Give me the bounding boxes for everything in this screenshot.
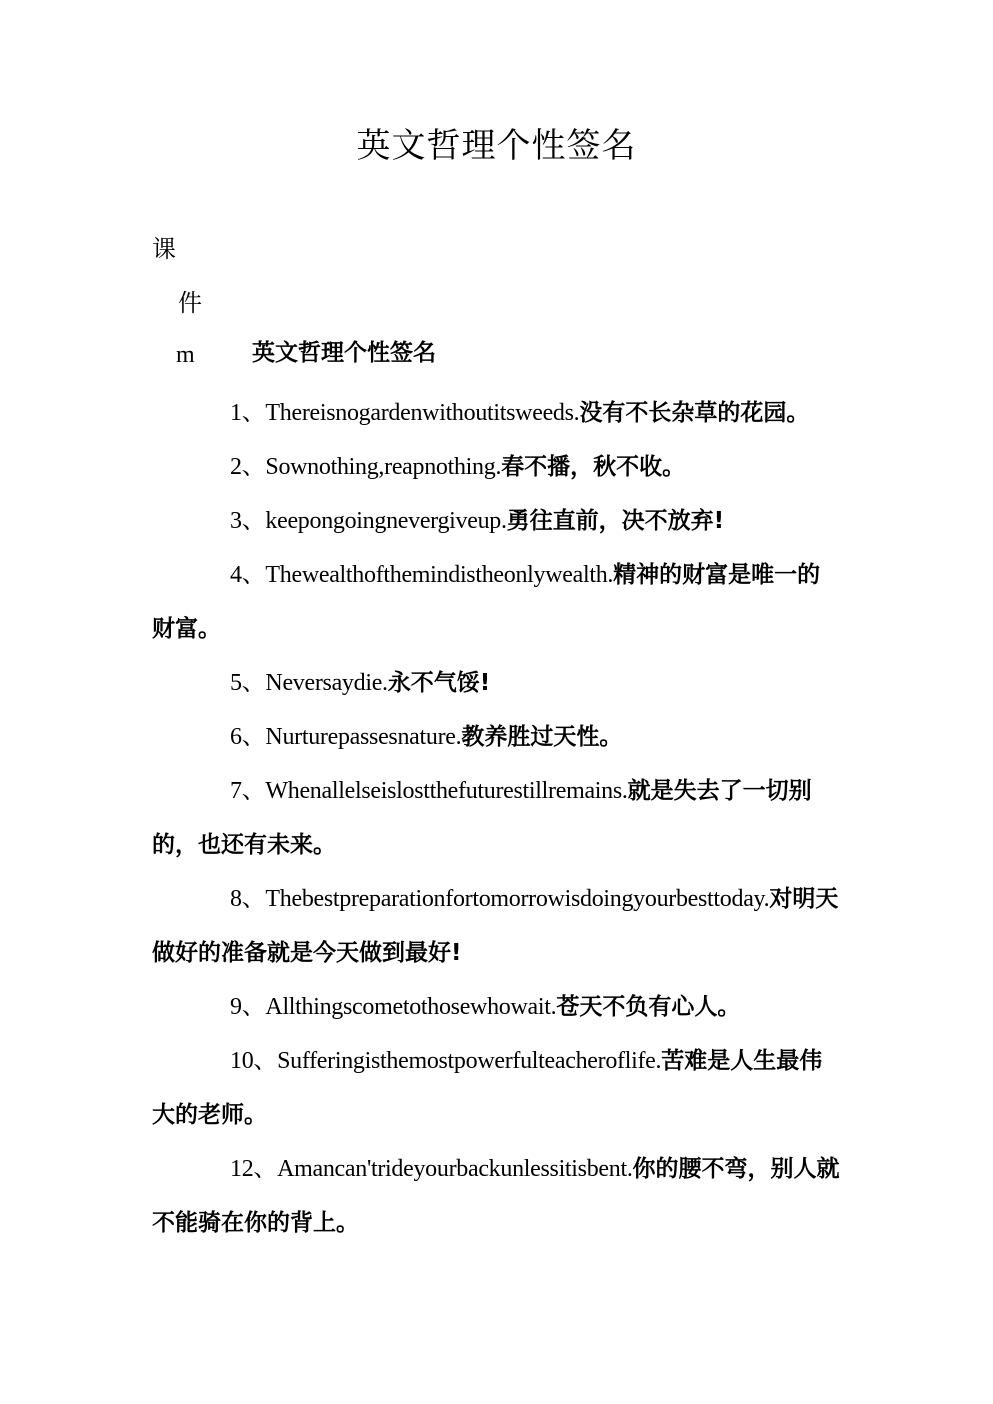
- quote-number: 12、: [230, 1156, 278, 1182]
- quote-item-6: [152, 710, 840, 764]
- quote-number: 4、: [230, 562, 266, 588]
- quote-english: Neversaydie.: [265, 670, 388, 696]
- quote-chinese: 你的腰不弯，别人就不能骑在你的背上。: [152, 1156, 840, 1236]
- quote-number: 2、: [230, 454, 266, 480]
- quote-item-12: [152, 1142, 840, 1250]
- document-subtitle: 英文哲理个性签名: [252, 340, 436, 366]
- quote-chinese: 精神的财富是唯一的财富。: [152, 562, 821, 642]
- quote-item-8: [152, 872, 840, 980]
- quote-english: Thewealthofthemindistheonlywealth.: [265, 562, 614, 588]
- quote-item-10: [152, 1034, 840, 1142]
- quote-item-7: [152, 764, 840, 872]
- quote-number: 5、: [230, 670, 266, 696]
- side-label-m: m: [176, 342, 195, 368]
- quote-chinese: 对明天做好的准备就是今天做到最好!: [152, 886, 839, 966]
- quote-chinese: 永不气馁!: [387, 670, 491, 696]
- quote-chinese: 教养胜过天性。: [461, 724, 623, 750]
- quote-english: Amancan'trideyourbackunlessitisbent.: [277, 1156, 633, 1182]
- quote-chinese: 勇往直前，决不放弃!: [506, 508, 725, 534]
- quote-english: Allthingscometothosewhowait.: [265, 994, 557, 1020]
- quote-chinese: 没有不长杂草的花园。: [579, 400, 810, 426]
- quote-english: Thereisnogardenwithoutitsweeds.: [265, 400, 580, 426]
- quote-number: 6、: [230, 724, 266, 750]
- quote-english: Whenallelseislostthefuturestillremains.: [265, 778, 628, 804]
- quote-number: 10、: [230, 1048, 278, 1074]
- quote-chinese: 春不播，秋不收。: [501, 454, 686, 480]
- quote-item-2: [152, 440, 840, 494]
- quote-item-3: [152, 494, 840, 548]
- quote-item-9: [152, 980, 840, 1034]
- document-title: 英文哲理个性签名: [356, 126, 637, 166]
- side-label-ke: 课: [152, 235, 176, 263]
- side-label-jian: 件: [178, 289, 202, 317]
- quote-english: keepongoingnevergiveup.: [265, 508, 507, 534]
- quote-english: Nurturepassesnature.: [265, 724, 462, 750]
- quote-number: 7、: [230, 778, 266, 804]
- quote-number: 3、: [230, 508, 266, 534]
- quote-english: Sownothing,reapnothing.: [265, 454, 502, 480]
- quote-chinese: 就是失去了一切别的，也还有未来。: [152, 778, 812, 858]
- quote-item-5: [152, 656, 840, 710]
- quote-list: [152, 386, 840, 1250]
- quote-number: 9、: [230, 994, 266, 1020]
- quote-english: Thebestpreparationfortomorrowisdoingyourbesttoday.: [265, 886, 770, 912]
- quote-chinese: 苍天不负有心人。: [556, 994, 741, 1020]
- quote-number: 8、: [230, 886, 266, 912]
- quote-english: Sufferingisthemostpowerfulteacheroflife.: [277, 1048, 662, 1074]
- quote-item-4: [152, 548, 840, 656]
- quote-number: 1、: [230, 400, 266, 426]
- quote-chinese: 苦难是人生最伟大的老师。: [152, 1048, 823, 1128]
- quote-item-1: [152, 386, 840, 440]
